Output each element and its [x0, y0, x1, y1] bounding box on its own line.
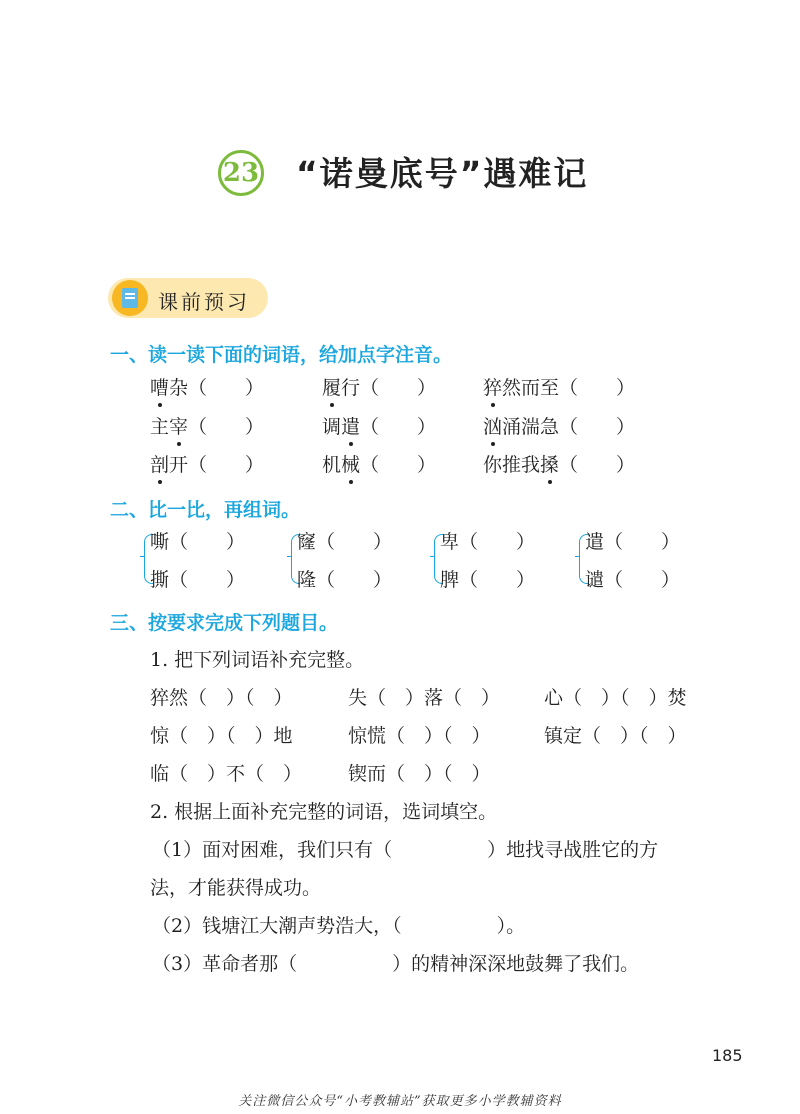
q3-sentence-3: （3）革命者那（ ）的精神深深地鼓舞了我们。 [152, 953, 640, 975]
section-tag-label: 课前预习 [158, 290, 250, 314]
q1-word-item [483, 415, 635, 439]
q2-compare-item: 撕（ ） [150, 569, 246, 591]
q3-idiom-item: 心（ ）（ ）焚 [544, 687, 687, 709]
q3-sentence-2: （2）钱塘江大潮声势浩大，（ ）。 [152, 915, 526, 937]
q1-word-item [322, 453, 436, 477]
q3-part2-title: 2. 根据上面补充完整的词语，选词填空。 [150, 801, 498, 823]
lesson-title: “诺曼底号”遇难记 [296, 154, 589, 193]
q1-word-suffix: （ ） [188, 416, 265, 438]
q2-compare-item: 遣（ ） [585, 531, 681, 553]
q3-heading: 三、按要求完成下列题目。 [110, 612, 339, 634]
q3-idiom-item: 惊（ ）（ ）地 [150, 725, 293, 747]
q3-idiom-item: 惊慌（ ）（ ） [348, 725, 491, 747]
q1-word-item [483, 453, 635, 477]
q1-dotted-char: 械 [341, 454, 361, 476]
q2-heading: 二、比一比，再组词。 [110, 499, 301, 521]
q1-word-suffix: 行（ ） [341, 377, 437, 399]
q1-word-prefix: 主 [150, 416, 170, 438]
q2-compare-item: 谴（ ） [585, 569, 681, 591]
q1-word-prefix: 机 [322, 454, 342, 476]
q2-compare-item: 脾（ ） [440, 569, 536, 591]
q1-dotted-char: 遣 [341, 416, 361, 438]
q1-dotted-char: 剖 [150, 454, 170, 476]
q1-word-item [322, 376, 436, 400]
q1-dotted-char: 宰 [169, 416, 189, 438]
q1-word-suffix: 涌湍急（ ） [502, 416, 636, 438]
q1-word-suffix: 然而至（ ） [502, 377, 636, 399]
q3-idiom-item: 锲而（ ）（ ） [348, 763, 491, 785]
q1-dotted-char: 搡 [540, 454, 560, 476]
section-tag [108, 278, 268, 318]
q2-compare-item: 隆（ ） [297, 569, 393, 591]
q1-word-item [483, 376, 635, 400]
q2-compare-item: 嘶（ ） [150, 531, 246, 553]
q3-idiom-item: 失（ ）落（ ） [348, 687, 501, 709]
q1-word-item [150, 415, 264, 439]
page-number: 185 [712, 1046, 743, 1065]
q1-dotted-char: 嘈 [150, 377, 170, 399]
q1-word-item [322, 415, 436, 439]
q3-idiom-item: 临（ ）不（ ） [150, 763, 303, 785]
q1-dotted-char: 汹 [483, 416, 503, 438]
q1-word-prefix: 调 [322, 416, 342, 438]
q1-word-item [150, 376, 264, 400]
q3-sentence-1a: （1）面对困难，我们只有（ ）地找寻战胜它的方 [152, 839, 659, 861]
q1-dotted-char: 猝 [483, 377, 503, 399]
q1-word-prefix: 你推我 [483, 454, 541, 476]
q1-word-suffix: （ ） [360, 454, 437, 476]
q1-word-suffix: （ ） [559, 454, 636, 476]
q2-compare-item: 卑（ ） [440, 531, 536, 553]
q1-word-item [150, 453, 264, 477]
q1-word-suffix: 杂（ ） [169, 377, 265, 399]
q3-idiom-item: 镇定（ ）（ ） [544, 725, 687, 747]
q1-heading: 一、读一读下面的词语，给加点字注音。 [110, 344, 453, 366]
q3-sentence-1b: 法，才能获得成功。 [150, 877, 322, 899]
q1-word-suffix: 开（ ） [169, 454, 265, 476]
q3-idiom-item: 猝然（ ）（ ） [150, 687, 293, 709]
q1-dotted-char: 履 [322, 377, 342, 399]
footer-note: 关注微信公众号“小考教辅站”获取更多小学教辅资料 [238, 1094, 562, 1109]
lesson-number-badge: 23 [218, 150, 264, 196]
q1-word-suffix: （ ） [360, 416, 437, 438]
q2-compare-item: 窿（ ） [297, 531, 393, 553]
book-icon [112, 280, 148, 316]
q3-part1-title: 1. 把下列词语补充完整。 [150, 649, 365, 671]
